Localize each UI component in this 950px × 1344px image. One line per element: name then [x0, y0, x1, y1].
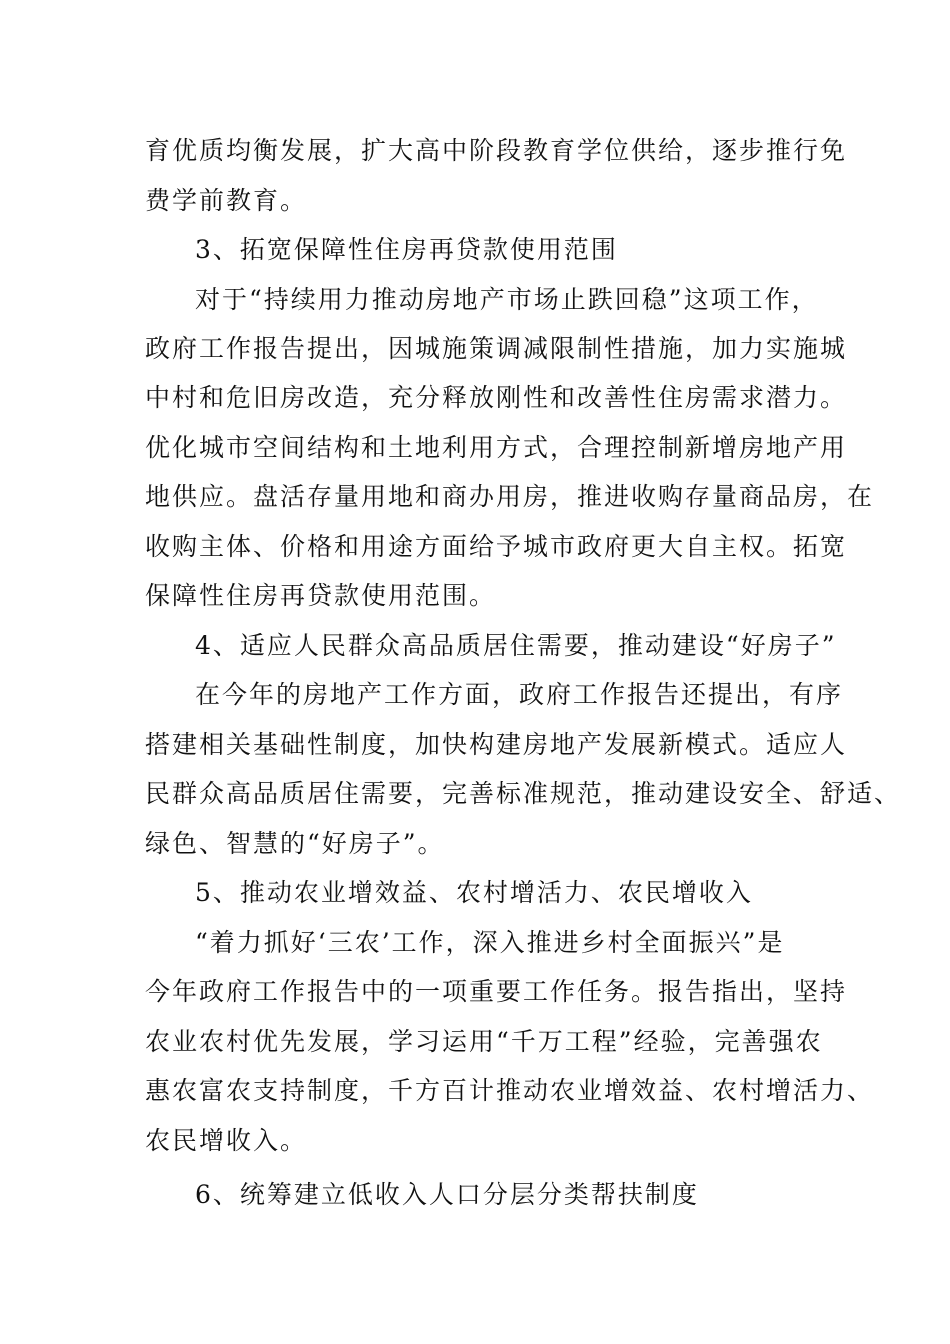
body-text-line: 育优质均衡发展，扩大高中阶段教育学位供给，逐步推行免: [145, 136, 848, 165]
body-text-line: 农业农村优先发展，学习运用“千万工程”经验，完善强农: [145, 1027, 823, 1056]
body-text-line: 政府工作报告提出，因城施策调减限制性措施，加力实施城: [145, 334, 848, 363]
body-text-line: 中村和危旧房改造，充分释放刚性和改善性住房需求潜力。: [145, 383, 848, 412]
body-text-line: 在今年的房地产工作方面，政府工作报告还提出，有序: [195, 680, 844, 709]
body-text-line: 对于“持续用力推动房地产市场止跌回稳”这项工作，: [195, 285, 819, 314]
body-text-line: 今年政府工作报告中的一项重要工作任务。报告指出，坚持: [145, 977, 848, 1006]
body-text-line: 搭建相关基础性制度，加快构建房地产发展新模式。适应人: [145, 730, 848, 759]
body-text-line: “着力抓好‘三农’工作，深入推进乡村全面振兴”是: [195, 928, 785, 957]
section-heading-6: 6、统筹建立低收入人口分层分类帮扶制度: [195, 1180, 699, 1209]
section-heading-4: 4、适应人民群众高品质居住需要，推动建设“好房子”: [195, 631, 837, 660]
body-text-line: 收购主体、价格和用途方面给予城市政府更大自主权。拓宽: [145, 532, 848, 561]
section-heading-3: 3、拓宽保障性住房再贷款使用范围: [195, 235, 618, 264]
body-text-line: 地供应。盘活存量用地和商办用房，推进收购存量商品房，在: [145, 482, 875, 511]
body-text-line: 绿色、智慧的“好房子”。: [145, 829, 445, 858]
body-text-line: 农民增收入。: [145, 1126, 308, 1155]
body-text-line: 惠农富农支持制度，千方百计推动农业增效益、农村增活力、: [145, 1076, 875, 1105]
body-text-line: 保障性住房再贷款使用范围。: [145, 581, 497, 610]
body-text-line: 民群众高品质居住需要，完善标准规范，推动建设安全、舒适、: [145, 779, 902, 808]
body-text-line: 费学前教育。: [145, 186, 308, 215]
body-text-line: 优化城市空间结构和土地利用方式，合理控制新增房地产用: [145, 433, 848, 462]
section-heading-5: 5、推动农业增效益、农村增活力、农民增收入: [195, 878, 753, 907]
